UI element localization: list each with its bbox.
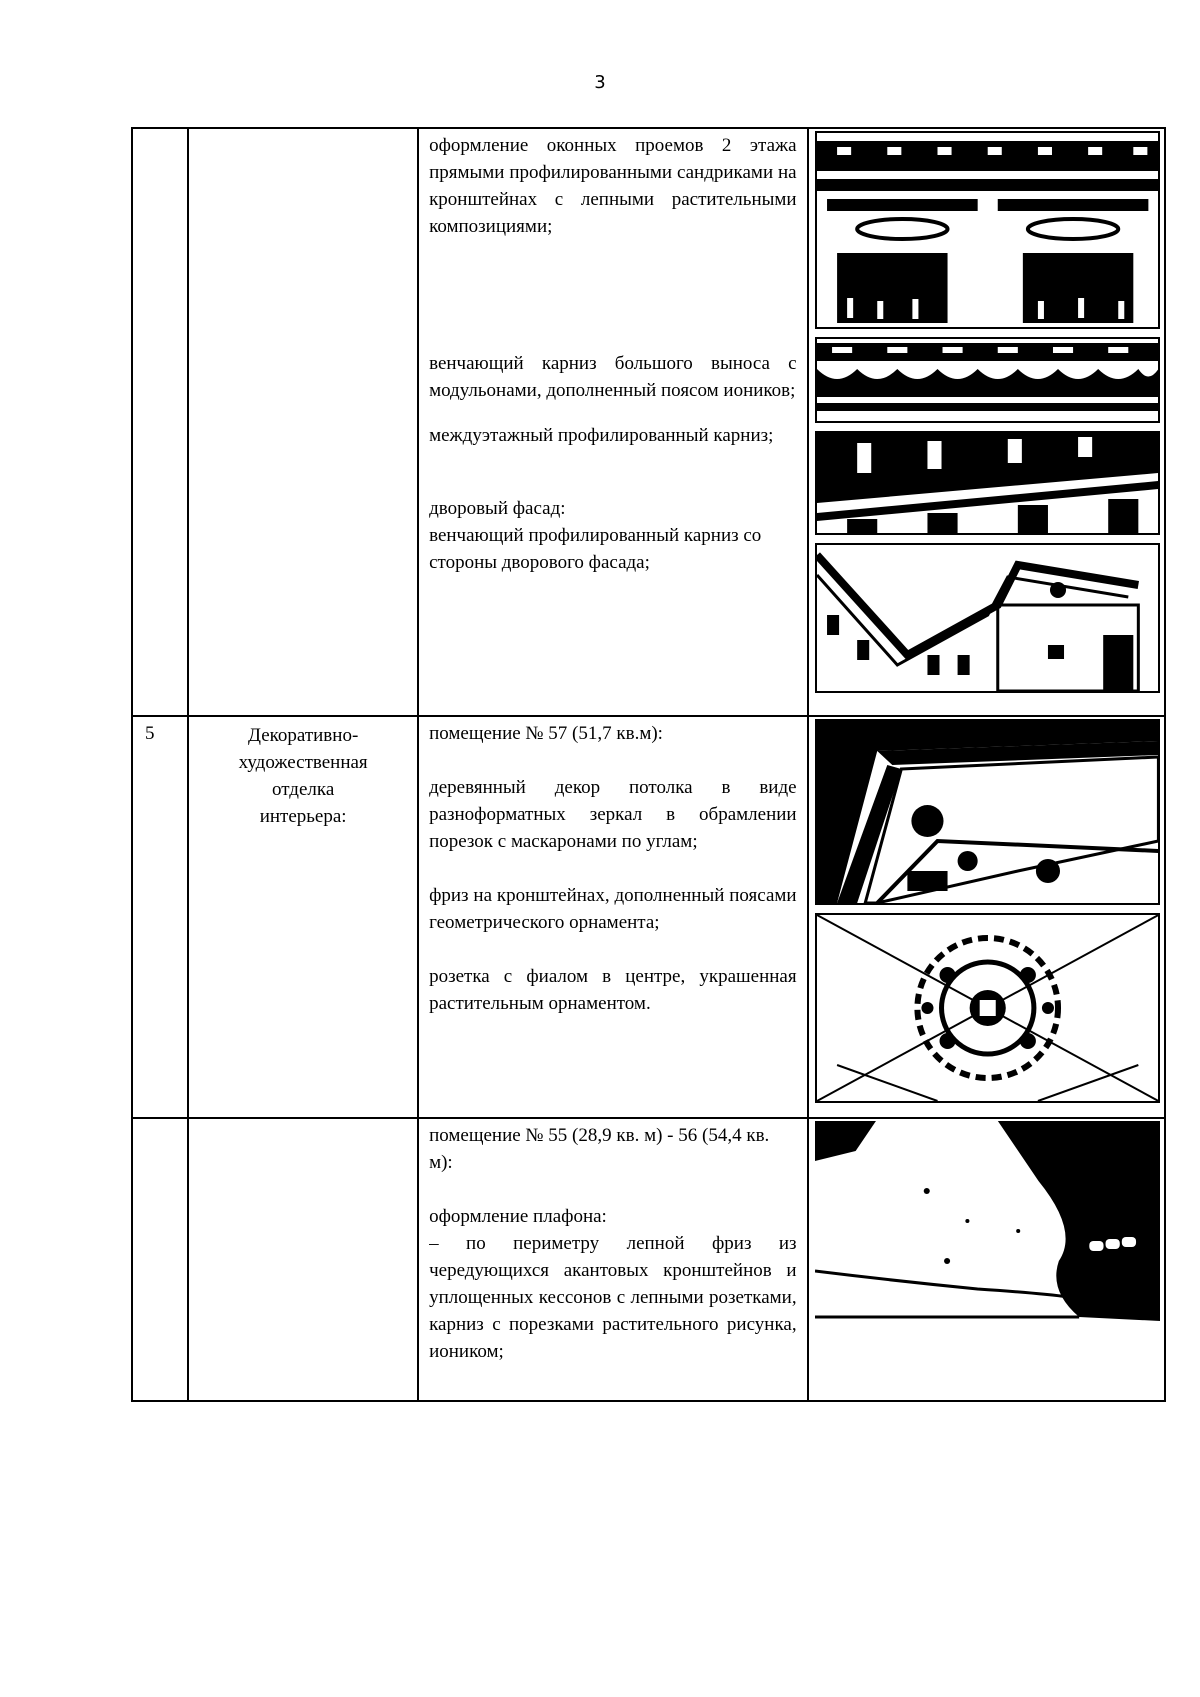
- row-name-cell: [188, 128, 418, 716]
- ceiling-rosette-photo: [815, 913, 1160, 1103]
- description-block: фриз на кронштейнах, дополненный поясами геометрического орнамента;: [429, 885, 797, 933]
- description-block: помещение № 57 (51,7 кв.м):: [429, 723, 663, 744]
- description-block: деревянный декор потолка в виде разноформатных зеркал в обрамлении порезок с маскаронами по углам;: [429, 777, 797, 852]
- courtyard-facade-photo: [815, 543, 1160, 693]
- row-name-cell: [188, 1118, 418, 1401]
- crowning-cornice-photo: [815, 337, 1160, 423]
- description-block: розетка с фиалом в центре, украшенная растительным орнаментом.: [429, 966, 797, 1014]
- row-number-cell: [132, 1118, 188, 1401]
- description-block: междуэтажный профилированный карниз;: [429, 425, 774, 446]
- row-photos-cell: [808, 716, 1165, 1118]
- description-block: оформление плафона: – по периметру лепной фриз из чередующихся акантовых кронштейнов и уплощенных кессонов с лепными розетками, карниз с порезками растительного рисунка, иоником;: [429, 1206, 797, 1362]
- row-number-cell: 5: [132, 716, 188, 1118]
- table-row: [132, 128, 1165, 716]
- row-name-line: художественная: [238, 752, 368, 773]
- ceiling-decor-photo: [815, 719, 1160, 905]
- row-description-cell: [418, 128, 808, 716]
- interfloor-cornice-photo: [815, 431, 1160, 535]
- row-number-cell: [132, 128, 188, 716]
- plafond-decor-photo: [815, 1121, 1160, 1321]
- row-name-line: отделка: [272, 779, 335, 800]
- page-number: 3: [594, 72, 606, 93]
- description-block: венчающий карниз большого выноса с модульонами, дополненный поясом иоников;: [429, 353, 797, 401]
- objects-table: [131, 127, 1166, 1402]
- description-block: оформление оконных проемов 2 этажа прямыми профилированными сандриками на кронштейнах с лепными растительными композициями;: [429, 135, 797, 237]
- row-name-cell: [188, 716, 418, 1118]
- description-block: помещение № 55 (28,9 кв. м) - 56 (54,4 кв. м):: [429, 1125, 770, 1173]
- row-photos-cell: [808, 128, 1165, 716]
- facade-windows-photo: [815, 131, 1160, 329]
- row-description-cell: [418, 1118, 808, 1401]
- table-row: [132, 716, 1165, 1118]
- row-name-line: интерьера:: [259, 806, 347, 827]
- description-block: дворовый фасад: венчающий профилированный карниз со стороны дворового фасада;: [429, 498, 762, 573]
- table-row: [132, 1118, 1165, 1401]
- row-description-cell: [418, 716, 808, 1118]
- row-photos-cell: [808, 1118, 1165, 1401]
- row-name-line: Декоративно-: [248, 725, 359, 746]
